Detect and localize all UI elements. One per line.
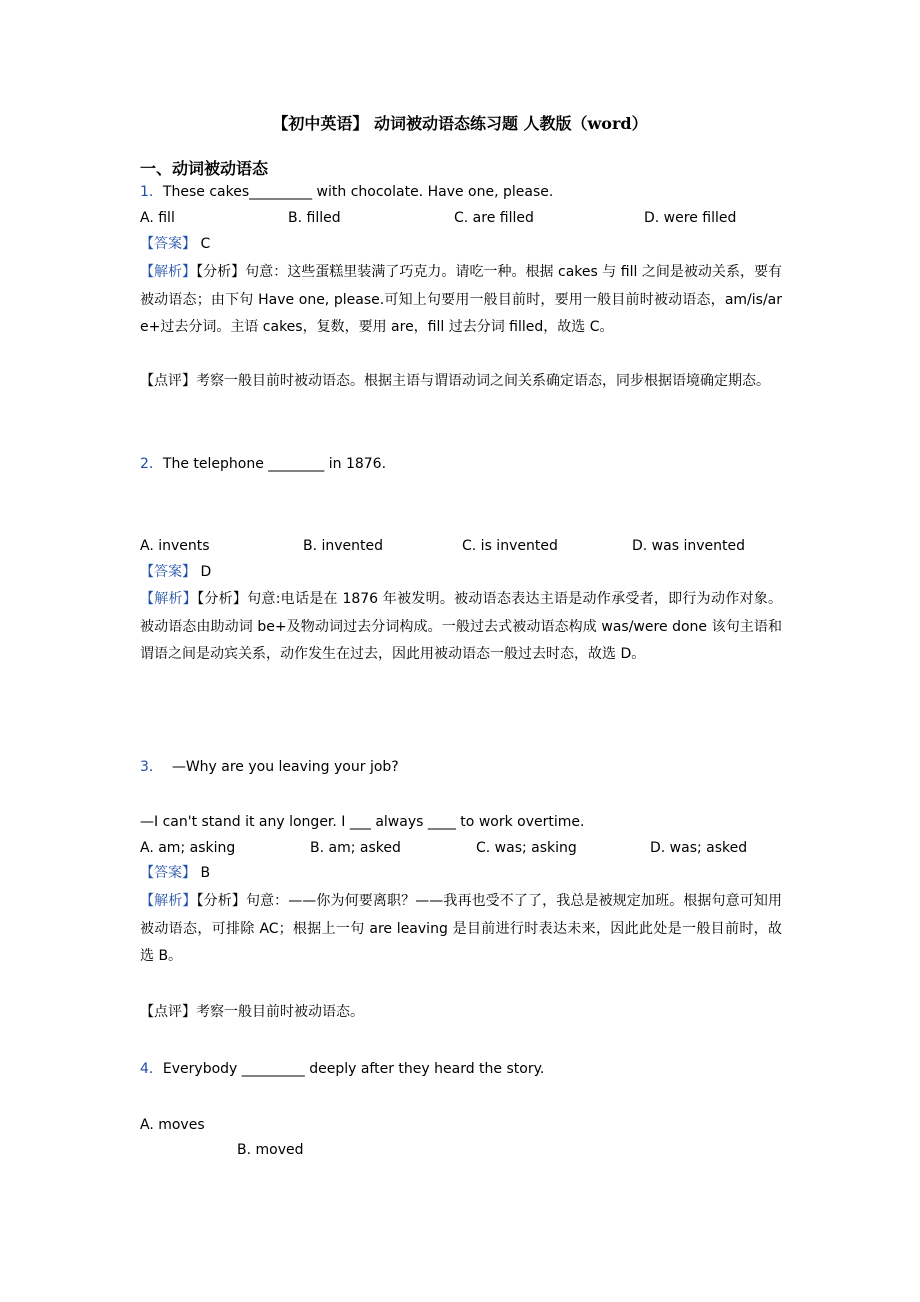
analysis-paragraph <box>140 259 782 342</box>
analysis-label: 【解析】 <box>140 591 198 607</box>
option-b: B. filled <box>288 210 341 226</box>
analysis-text: 句意:电话是在 1876 年被发明。被动语态表达主语是动作承受者，即行为动作对象。被动语态由助动词 be+及物动词过去分词构成。一般过去式被动语态构成 was/were done 该句主语和谓语之间是动宾关系，动作发生在过去，因此用被动语态一般过去时态，故选 D。 <box>140 591 783 662</box>
option-b: B. invented <box>303 538 384 554</box>
option-a: A. am; asking <box>140 840 236 856</box>
option-c: C. was; asking <box>476 840 577 856</box>
answer-line <box>140 234 210 254</box>
question-stem: These cakes_________ with chocolate. Have one, please. <box>162 184 554 200</box>
question-1 <box>140 182 553 202</box>
comment-label: 【点评】 <box>140 373 196 389</box>
option-c: C. are filled <box>454 210 534 226</box>
fenxi-label: 【分析】 <box>196 264 246 280</box>
answer-value: B <box>200 865 211 881</box>
answer-value: C <box>200 236 211 252</box>
option-d: D. were filled <box>644 210 737 226</box>
analysis-text: 句意：这些蛋糕里装满了巧克力。请吃一种。根据 cakes 与 fill 之间是被动关系，要有被动语态；由下句 Have one, please.可知上句要用一般目前时，要用一般目前时被动语态，am/is/are+过去分词。主语 cakes，复数，要用 are，fill 过去分词 filled，故选 C。 <box>140 264 782 335</box>
page-title: 【初中英语】 动词被动语态练习题 人教版（word） <box>272 114 648 133</box>
comment-label: 【点评】 <box>140 1004 196 1020</box>
answer-label: 【答案】 <box>140 564 196 580</box>
question-2 <box>140 454 386 474</box>
option-d: D. was; asked <box>650 840 748 856</box>
answer-line <box>140 863 210 883</box>
question-stem: —Why are you leaving your job? <box>171 759 399 775</box>
analysis-paragraph <box>140 888 782 971</box>
section-heading: 一、动词被动语态 <box>140 159 269 178</box>
option-b: B. am; asked <box>310 840 401 856</box>
option-c: C. is invented <box>462 538 558 554</box>
comment-text: 考察一般目前时被动语态。 <box>196 1004 364 1020</box>
option-a: A. fill <box>140 210 175 226</box>
question-stem: The telephone ________ in 1876. <box>162 456 387 472</box>
answer-value: D <box>200 564 212 580</box>
question-4 <box>140 1059 544 1079</box>
option-d: D. was invented <box>632 538 745 554</box>
fenxi-label: 【分析】 <box>196 893 246 909</box>
answer-line <box>140 562 211 582</box>
question-stem: Everybody _________ deeply after they heard the story. <box>162 1061 545 1077</box>
answer-label: 【答案】 <box>140 236 196 252</box>
analysis-text: 句意：——你为何要离职？——我再也受不了了，我总是被规定加班。根据句意可知用被动语态，可排除 AC；根据上一句 are leaving 是目前进行时表达未来，因此此处是一般目前时，故选 B。 <box>140 893 783 964</box>
option-a: A. moves <box>140 1117 205 1133</box>
question-number: 1． <box>140 184 163 200</box>
question-number: 3． <box>140 759 163 775</box>
question-3 <box>140 757 399 777</box>
fenxi-label: 【分析】 <box>197 591 248 607</box>
comment-text: 考察一般目前时被动语态。根据主语与谓语动词之间关系确定语态，同步根据语境确定期态。 <box>196 373 770 389</box>
comment-paragraph <box>140 999 782 1027</box>
analysis-paragraph <box>140 586 782 669</box>
option-a: A. invents <box>140 538 210 554</box>
analysis-label: 【解析】 <box>140 264 197 280</box>
option-b: B. moved <box>237 1142 304 1158</box>
question-number: 2． <box>140 456 163 472</box>
comment-paragraph <box>140 368 782 396</box>
analysis-label: 【解析】 <box>140 893 197 909</box>
question-number: 4． <box>140 1061 163 1077</box>
answer-label: 【答案】 <box>140 865 196 881</box>
question-stem-reply: —I can't stand it any longer. I ___ always ____ to work overtime. <box>140 814 585 830</box>
